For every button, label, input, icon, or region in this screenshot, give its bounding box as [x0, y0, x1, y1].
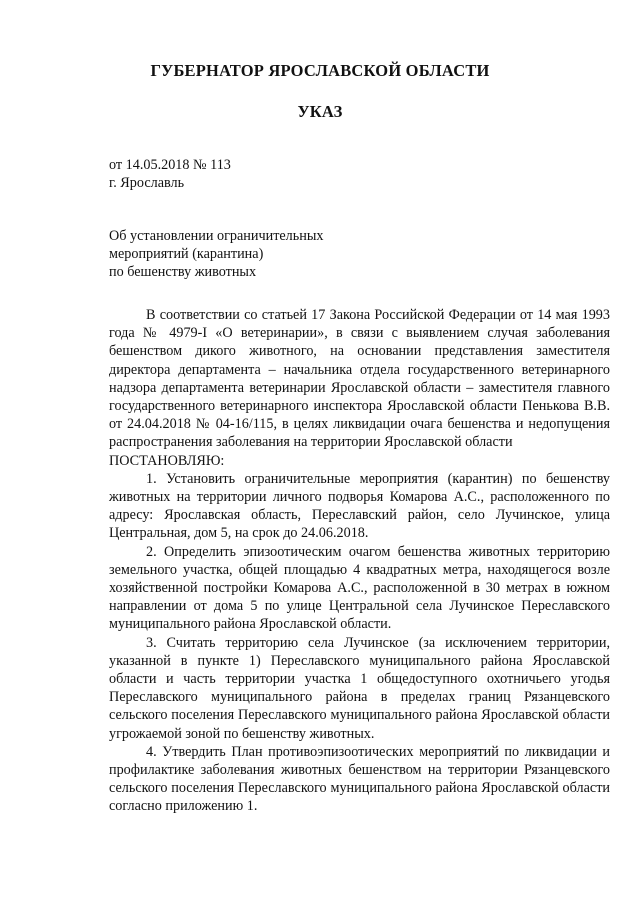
item-paragraph: 2. Определить эпизоотическим очагом бешенства животных территорию земельного участка, общей площадью 4 квадратных метра, находящегося возле хозяйственной постройки Комарова А.С., расположенной в 30 метрах в южном направлении от дома 5 по улице Центральной села Лучинское Переславского муниципального района Ярославской области.	[109, 543, 610, 633]
city: г. Ярославль	[109, 175, 185, 191]
item-paragraph: 4. Утвердить План противоэпизоотических мероприятий по ликвидации и профилактике заболевания животных бешенством на территории Рязанцевского сельского поселения Переславского муниципального района Ярославской области согласно приложению 1.	[109, 743, 610, 815]
decree-word: ПОСТАНОВЛЯЮ:	[109, 452, 225, 469]
subject-line: мероприятий (карантина)	[109, 246, 264, 263]
item-paragraph: 3. Считать территорию села Лучинское (за исключением территории, указанной в пункте 1) Переславского муниципального района Ярославской области и часть территории участка 1 общедоступного охотничьего угодья Переславского муниципального района в пределах границ Рязанцевского сельского поселения Переславского муниципального района Ярославской области угрожаемой зоной по бешенству животных.	[109, 634, 610, 742]
item-paragraph: 1. Установить ограничительные мероприятия (карантин) по бешенству животных на территории личного подворья Комарова А.С., расположенного по адресу: Ярославская область, Переславский район, село Лучинское, улица Центральная, дом 5, на срок до 24.06.2018.	[109, 470, 610, 542]
subject-line: по бешенству животных	[109, 264, 257, 281]
date-number: от 14.05.2018 № 113	[109, 157, 231, 173]
subject-block	[109, 227, 323, 282]
authority-title: ГУБЕРНАТОР ЯРОСЛАВСКОЙ ОБЛАСТИ	[150, 61, 490, 80]
document-body	[109, 306, 610, 816]
preamble-paragraph: В соответствии со статьей 17 Закона Российской Федерации от 14 мая 1993 года № 4979-I «О ветеринарии», в связи с выявлением случая заболевания бешенством дикого животного, на основании представления заместителя директора департамента – начальника отдела государственного ветеринарного надзора департамента ветеринарии Ярославской области – заместителя главного государственного ветеринарного инспектора Ярославской области Пенькова В.В. от 24.04.2018 № 04-16/115, в целях ликвидации очага бешенства и недопущения распространения заболевания на территории Ярославской области	[109, 307, 610, 451]
subject-line: Об установлении ограничительных	[109, 228, 324, 244]
document-type-title: УКАЗ	[297, 102, 343, 121]
